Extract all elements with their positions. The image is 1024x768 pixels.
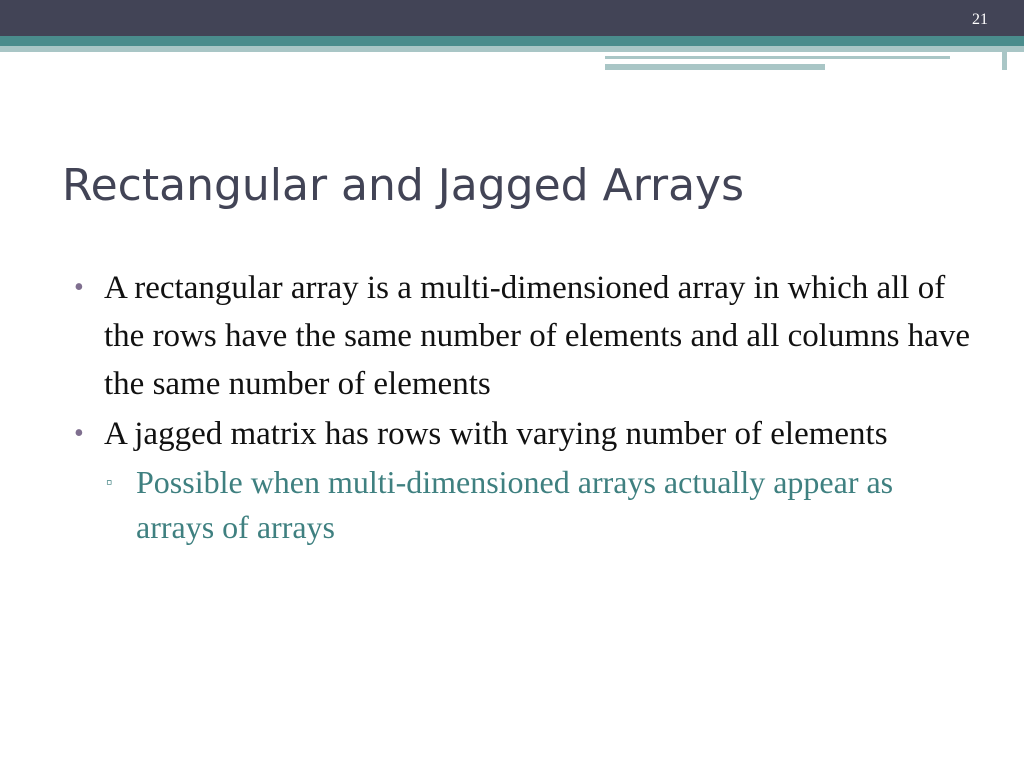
slide-title: Rectangular and Jagged Arrays [62, 160, 745, 211]
slide-content [74, 264, 974, 550]
bullet-text: A rectangular array is a multi-dimensioned array in which all of the rows have the same number of elements and all columns have the same number of elements [104, 270, 970, 402]
sub-bullet-item [106, 460, 974, 550]
bullet-marker: • [74, 272, 84, 303]
sub-bullet-marker: ▫ [106, 472, 113, 492]
bullet-item [74, 264, 974, 408]
bullet-item [74, 410, 974, 458]
decorative-line [1002, 46, 1007, 70]
sub-bullet-text: Possible when multi-dimensioned arrays actually appear as arrays of arrays [136, 464, 894, 545]
header-accent-band [0, 36, 1024, 46]
bullet-text: A jagged matrix has rows with varying number of elements [104, 416, 888, 452]
decorative-line [605, 56, 950, 59]
header-bar [0, 0, 1024, 36]
decorative-line [605, 64, 825, 70]
bullet-marker: • [74, 418, 84, 449]
header-light-band [0, 46, 1024, 52]
slide-number: 21 [972, 11, 988, 28]
